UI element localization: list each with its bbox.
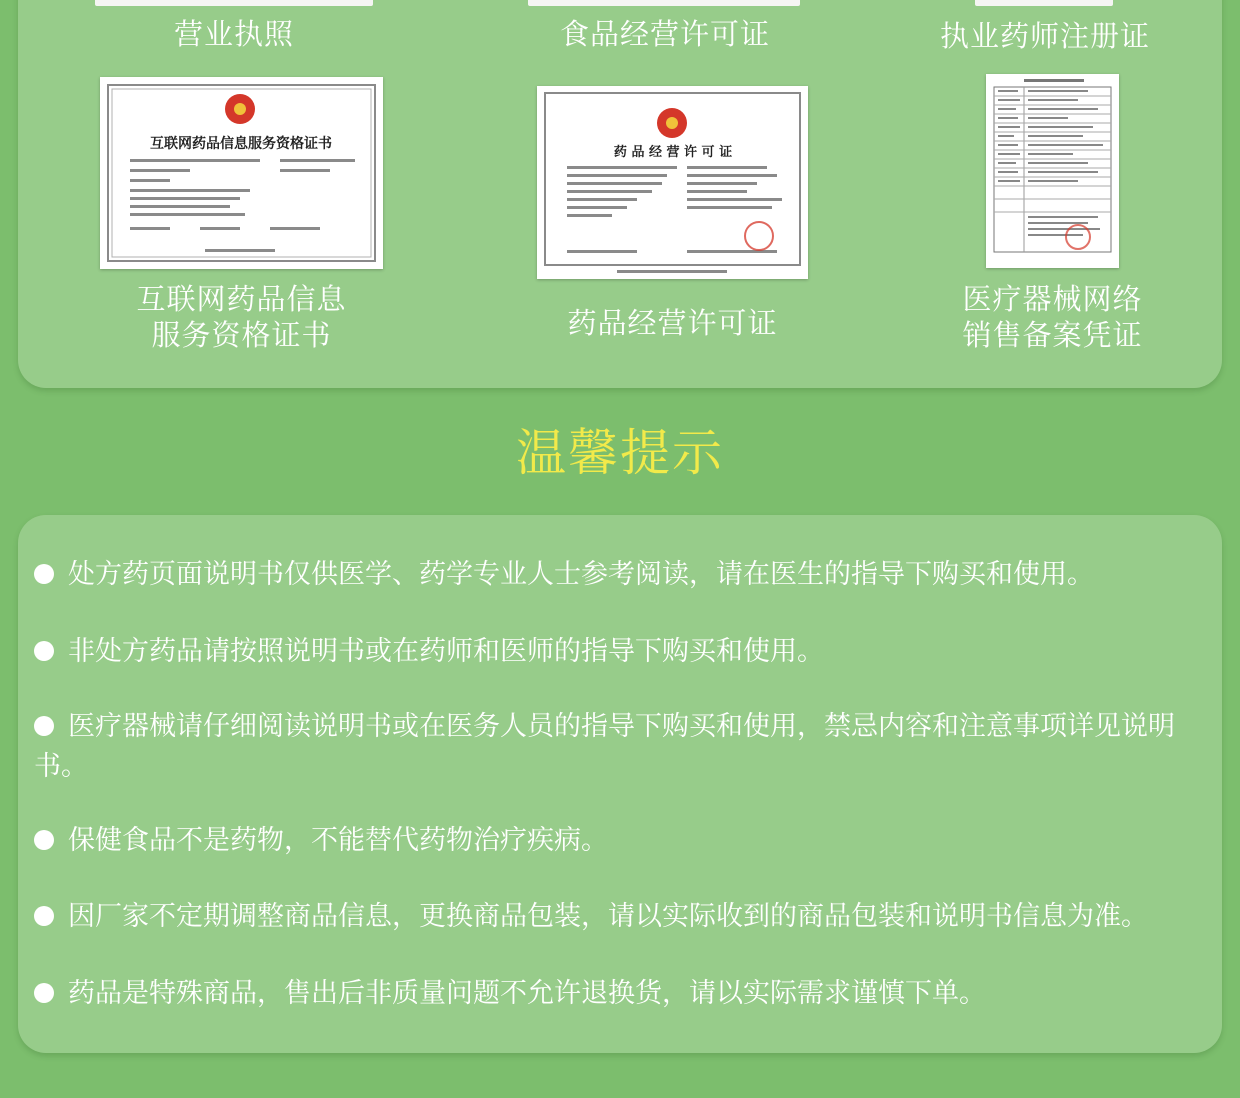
food-license-image — [528, 0, 800, 6]
tips-title: 温馨提示 — [516, 424, 724, 482]
bullet-icon — [34, 564, 54, 584]
pharmacist-certificate-label: 执业药师注册证 — [939, 19, 1150, 53]
drug-business-license-image — [537, 86, 808, 279]
medical-device-filing-image — [986, 74, 1119, 268]
bullet-icon — [34, 906, 54, 926]
pharmacist-certificate-image — [975, 0, 1113, 6]
tip-item: 因厂家不定期调整商品信息，更换商品包装，请以实际收到的商品包装和说明书信息为准。 — [34, 897, 1219, 937]
bullet-icon — [34, 983, 54, 1003]
drug-business-license-label: 药品经营许可证 — [567, 306, 778, 340]
tip-item: 处方药页面说明书仅供医学、药学专业人士参考阅读，请在医生的指导下购买和使用。 — [34, 555, 1219, 595]
medical-device-filing-label: 医疗器械网络 销售备案凭证 — [962, 282, 1143, 352]
food-license-label: 食品经营许可证 — [559, 17, 770, 51]
tip-item: 非处方药品请按照说明书或在药师和医师的指导下购买和使用。 — [34, 632, 1219, 672]
internet-drug-info-certificate-image — [100, 77, 383, 269]
official-seal-icon — [745, 222, 773, 250]
bullet-icon — [34, 716, 54, 736]
svg-text:药 品 经 营 许 可 证: 药 品 经 营 许 可 证 — [613, 145, 733, 160]
internet-drug-info-certificate-label: 互联网药品信息 服务资格证书 — [136, 282, 347, 352]
tip-item: 药品是特殊商品，售出后非质量问题不允许退换货，请以实际需求谨慎下单。 — [34, 974, 1219, 1014]
tip-item: 保健食品不是药物，不能替代药物治疗疾病。 — [34, 821, 1219, 861]
svg-text:互联网药品信息服务资格证书: 互联网药品信息服务资格证书 — [150, 136, 332, 152]
tip-item: 医疗器械请仔细阅读说明书或在医务人员的指导下购买和使用，禁忌内容和注意事项详见说明书。 — [34, 711, 1175, 782]
bullet-icon — [34, 830, 54, 850]
business-license-label: 营业执照 — [173, 17, 294, 51]
business-license-image — [95, 0, 373, 6]
bullet-icon — [34, 641, 54, 661]
